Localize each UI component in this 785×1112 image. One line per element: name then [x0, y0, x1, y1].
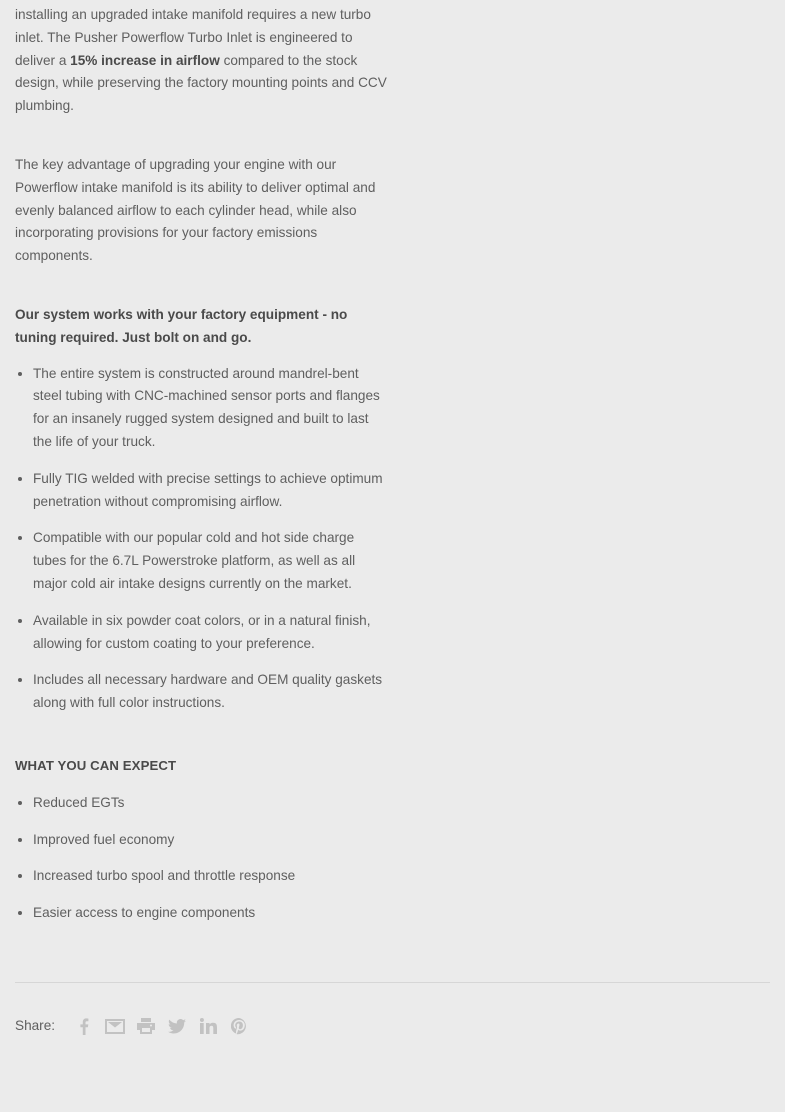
product-description: [15, 4, 391, 939]
intro-text: installing an upgraded intake manifold requires a new turbo inlet. The Pusher Powerflow Turbo Inlet is engineered to deliver a: [15, 7, 371, 68]
advantage-paragraph: The key advantage of upgrading your engine with our Powerflow intake manifold is its ability to deliver optimal and evenly balanced airflow to each cylinder head, while also incorporating provisions for your factory emissions components.: [15, 156, 376, 264]
linkedin-icon[interactable]: [197, 1015, 219, 1037]
expect-list: [15, 792, 391, 925]
features-list: [15, 363, 391, 715]
system-heading: Our system works with your factory equipment - no tuning required. Just bolt on and go.: [15, 306, 348, 345]
facebook-icon[interactable]: [73, 1015, 95, 1037]
intro-text-rest: compared to the stock design, while preserving the factory mounting points and CCV plumbing.: [15, 52, 387, 114]
list-item: • Fully TIG welded with precise settings to achieve optimum penetration without compromising airflow.: [33, 468, 391, 514]
list-item: • The entire system is constructed around mandrel-bent steel tubing with CNC-machined sensor ports and flanges for an insanely rugged system designed and built to last the life of your truck.: [33, 363, 391, 454]
share-bar: [15, 1014, 259, 1038]
list-item: • Available in six powder coat colors, or in a natural finish, allowing for custom coating to your preference.: [33, 610, 391, 656]
share-label: Share:: [15, 1017, 56, 1033]
divider: [15, 982, 770, 983]
print-icon[interactable]: [135, 1015, 157, 1037]
list-item: • Improved fuel economy: [33, 829, 391, 852]
list-item: • Reduced EGTs: [33, 792, 391, 815]
list-item: • Includes all necessary hardware and OEM quality gaskets along with full color instructions.: [33, 669, 391, 715]
airflow-highlight: 15% increase in airflow: [70, 52, 220, 68]
list-item: • Increased turbo spool and throttle response: [33, 865, 391, 888]
twitter-icon[interactable]: [166, 1015, 188, 1037]
list-item: • Compatible with our popular cold and hot side charge tubes for the 6.7L Powerstroke platform, as well as all major cold air intake designs currently on the market.: [33, 527, 391, 595]
intro-paragraph: [15, 4, 391, 118]
pinterest-icon[interactable]: [228, 1015, 250, 1037]
list-item: • Easier access to engine components: [33, 902, 391, 925]
expect-heading: WHAT YOU CAN EXPECT: [15, 757, 177, 773]
email-icon[interactable]: [104, 1015, 126, 1037]
